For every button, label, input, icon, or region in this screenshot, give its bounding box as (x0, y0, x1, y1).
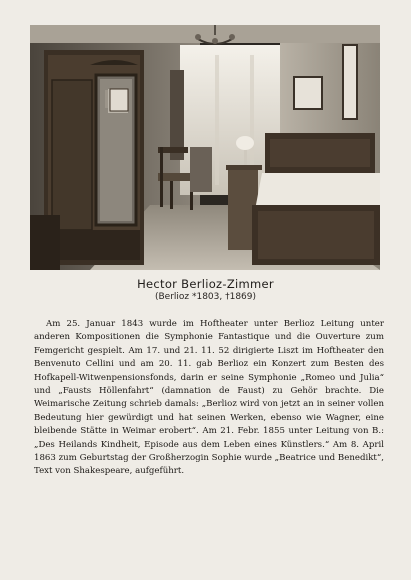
room-photo (30, 25, 380, 270)
room-photo-drawing (30, 25, 380, 270)
caption-subtitle: (Berlioz *1803, †1869) (154, 292, 257, 302)
body-paragraph: Am 25. Januar 1843 wurde im Hoftheater unter Berlioz Leitung unter anderen Kompositionen die Symphonie Fantastique und die Ouverture zum Femgericht gespielt. Am 17. und 21. 11. 52 dirigierte Liszt im Hoftheater den Benvenuto Cellini und am 20. 11. gab Berlioz ein Konzert zum Besten des Hofkapell-Witwenpensionsfonds, darin er seine Symphonie „Romeo und Julia“ und „Fausts Höllenfahrt“ (damnation de Faust) zu Gehör brachte. Die Weimarische Zeitung schrieb damals: „Berlioz wird von jetzt an in seiner vollen Bedeutung hier gewürdigt und hat seinen Werken, ebenso wie Wagner, eine bleibende Stätte in Weimar erobert“. Am 21. Febr. 1855 unter Leitung von B.: „Des Heilands Kindheit, Episode aus dem Leben eines Künstlers.“ Am 8. April 1863 zum Geburtstag der Großherzogin Sophie wurde „Beatrice und Benedikt“, Text von Shakespeare, aufgeführt. (34, 319, 384, 477)
body-text (34, 318, 384, 479)
bed (252, 133, 380, 265)
caption-title: Hector Berlioz-Zimmer (137, 277, 274, 291)
